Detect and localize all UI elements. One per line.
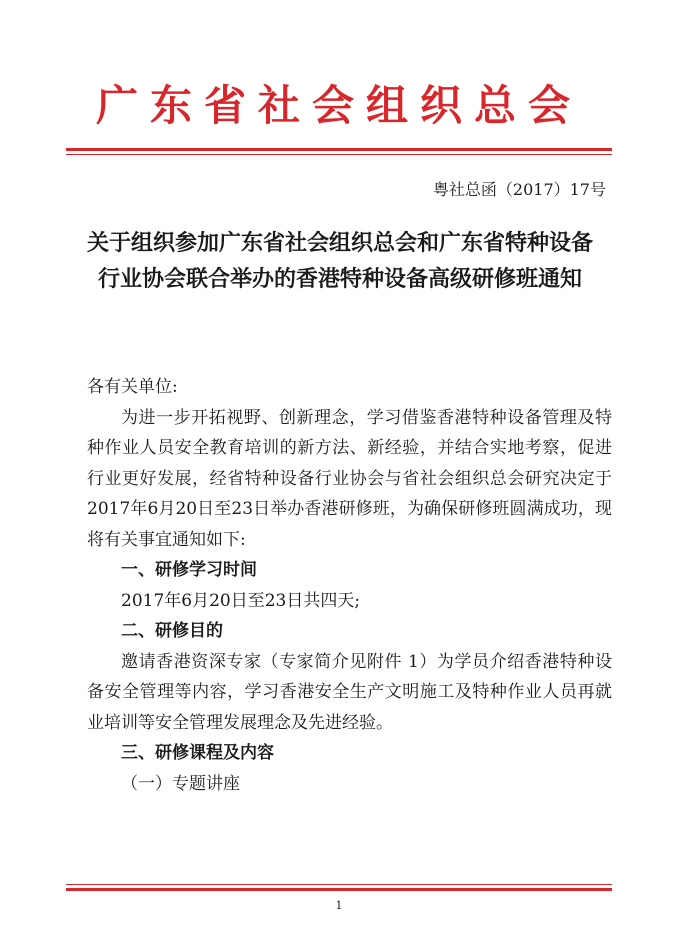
section-text-purpose: 邀请香港资深专家（专家简介见附件 1）为学员介绍香港特种设备安全管理等内容，学习香港安全生产文明施工及特种作业人员再就业培训等安全管理发展理念及先进经验。 [87,651,612,733]
document-title: 关于组织参加广东省社会组织总会和广东省特种设备行业协会联合举办的香港特种设备高级研修班通知 [86,231,593,292]
subsection-heading-lectures: （一）专题讲座 [121,773,240,794]
letterhead-org-name: 广东省社会组织总会 [95,81,582,130]
section-text-study-time: 2017年6月20日至23日共四天; [121,590,361,611]
footer-divider-thick [66,888,612,891]
letterhead-divider-thick [66,148,612,151]
letterhead-divider-thin [66,154,612,155]
section-heading-courses: 三、研修课程及内容 [121,743,274,763]
document-number: 粤社总函（2017）17号 [432,180,606,199]
page-number: 1 [335,899,343,912]
salutation: 各有关单位: [87,377,178,397]
document-body [87,372,612,799]
footer-divider-thin [66,884,612,885]
section-heading-purpose: 二、研修目的 [121,621,223,641]
section-heading-study-time: 一、研修学习时间 [121,560,257,580]
intro-paragraph: 为进一步开拓视野、创新理念，学习借鉴香港特种设备管理及特种作业人员安全教育培训的新方法、新经验，并结合实地考察，促进行业更好发展，经省特种设备行业协会与省社会组织总会研究决定于2017年6月20日至23日举办香港研修班，为确保研修班圆满成功，现将有关事宜通知如下: [87,407,612,550]
